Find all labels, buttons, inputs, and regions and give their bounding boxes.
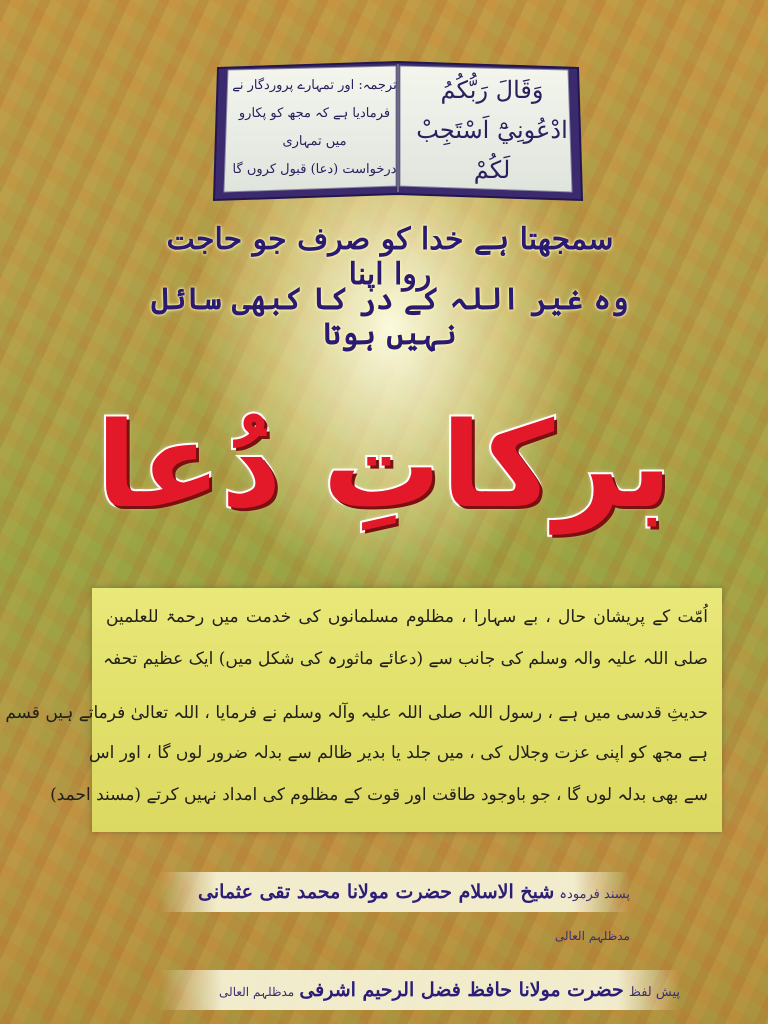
book-left-page [232,72,397,184]
couplet-line-1: سمجھتا ہے خدا کو صرف جو حاجت روا اپنا [166,222,614,292]
book-right-page [412,70,572,190]
credit-2-name: حضرت مولانا حافظ فضل الرحیم اشرفی [299,979,624,1001]
translation-line-3: درخواست (دعا) قبول کروں گا [232,162,397,177]
credit-2-prefix: پیش لفظ [628,985,680,1000]
credit-1-suffix: مدظلہم العالی [554,929,630,943]
translation-line-1: ترجمہ: اور تمہارے پروردگار نے [232,78,397,93]
verse-line-2: ادْعُونِيْٓ اَسْتَجِبْ لَكُمْ [416,116,568,184]
credit-2-suffix: مدظلہم العالی [219,985,295,999]
translation-line-2: فرمادیا ہے کہ مجھ کو پکارو میں تمہاری [238,106,391,149]
verse-line-1: وَقَالَ رَبُّكُمُ [440,76,544,104]
description-panel [5,588,722,832]
credit-1-prefix: پسند فرمودہ [559,887,630,902]
book-title: برکاتِ دُعا [96,396,672,534]
description-line-1: اُمّت کے پریشان حال ، بے سہارا ، مظلوم مسلمانوں کی خدمت میں رحمۃ للعلمین [106,607,708,627]
description-line-2: صلی اللہ علیہ والہ وسلم کی جانب سے (دعائے ماثورہ کی شکل میں) ایک عظیم تحفہ [103,649,708,669]
description-line-3: حدیثِ قدسی میں ہے ، رسول اللہ صلی اللہ علیہ وآلہ وسلم نے فرمایا ، اللہ تعالیٰ فرماتے ہیں قسم [5,703,708,723]
couplet-line-2: وہ غیر اللہ کے در کا کبھی سائل نہیں ہوتا [151,282,629,352]
credit-1-name: شیخ الاسلام حضرت مولانا محمد تقی عثمانی [197,881,555,903]
description-line-5: سے بھی بدلہ لوں گا ، جو باوجود طاقت اور قوت کے مظلوم کی امداد نہیں کرتے (مسند احمد) [50,785,708,805]
quran-book-illustration [212,58,584,206]
credit-foreword [160,970,680,1010]
credit-endorsement [160,872,630,943]
description-line-4: ہے مجھ کو اپنی عزت وجلال کی ، میں جلد یا بدیر ظالم سے بدلہ ضرور لوں گا ، اور اس [88,743,708,763]
